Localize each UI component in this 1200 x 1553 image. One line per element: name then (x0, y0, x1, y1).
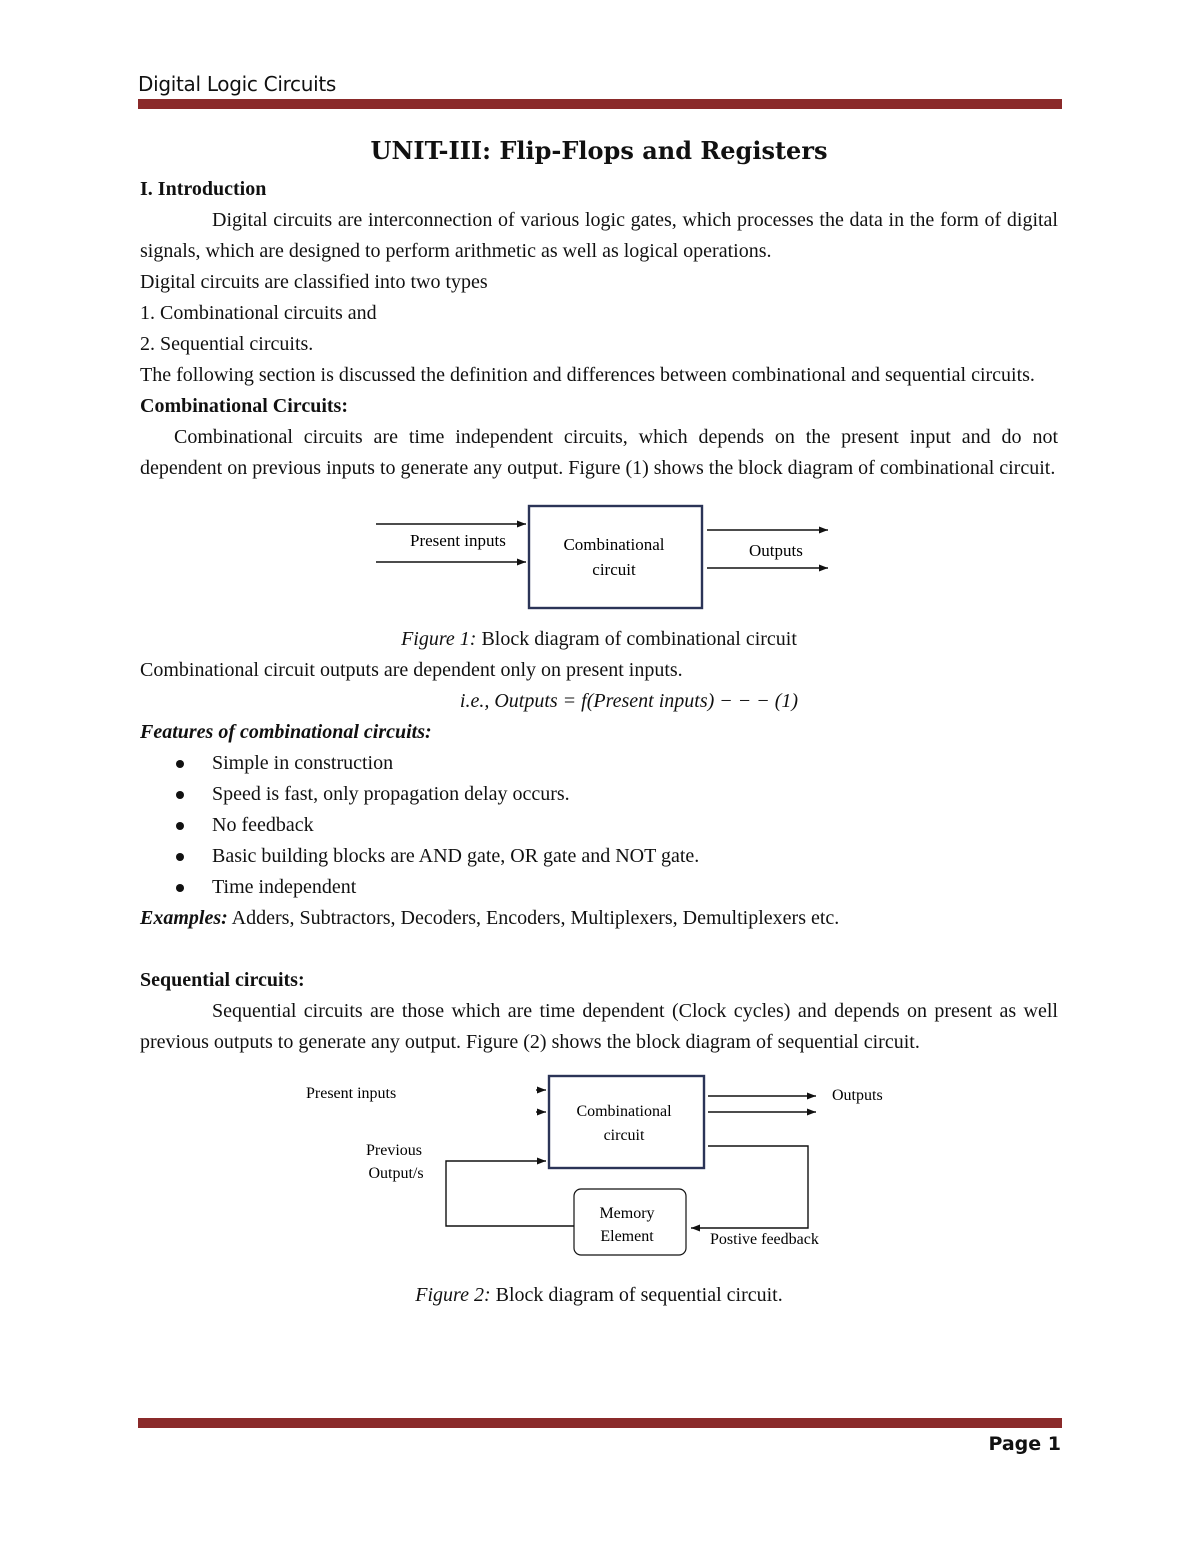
features-list (140, 748, 1058, 903)
figure-1-caption-text: Block diagram of combinational circuit (476, 628, 797, 650)
combinational-heading: Combinational Circuits: (140, 395, 348, 417)
types-line: Digital circuits are classified into two types (140, 271, 488, 293)
fig2-present-inputs-label: Present inputs (306, 1085, 397, 1102)
fig2-combinational-box (549, 1076, 704, 1168)
examples-line (140, 903, 1058, 934)
fig1-box-label-line2: circuit (592, 560, 636, 579)
list-item: Simple in construction (140, 748, 1058, 779)
fig2-feedback-arrow (691, 1146, 808, 1228)
header-rule (138, 99, 1062, 109)
fig2-outputs-label: Outputs (832, 1087, 883, 1104)
fig1-present-inputs-label: Present inputs (410, 531, 506, 550)
fig2-box-label-line2: circuit (603, 1127, 645, 1144)
fig1-box-label-line1: Combinational (563, 535, 665, 554)
figure-1-svg (140, 484, 1058, 624)
following-paragraph: The following section is discussed the definition and differences between combinational and sequential circuits. (140, 364, 1035, 386)
combinational-paragraph: Combinational circuits are time independent circuits, which depends on the present input and do not dependent on previous inputs to generate any output. Figure (1) shows the block diagram of combinational circuit. (140, 426, 1058, 479)
combinational-outputs-line: Combinational circuit outputs are dependent only on present inputs. (140, 659, 683, 681)
type-item-2: 2. Sequential circuits. (140, 333, 314, 355)
figure-1-diagram (140, 484, 1058, 624)
list-item: Speed is fast, only propagation delay occurs. (140, 779, 1058, 810)
fig2-box-label-line1: Combinational (576, 1103, 672, 1120)
sequential-heading: Sequential circuits: (140, 969, 305, 991)
fig1-outputs-label: Outputs (749, 541, 803, 560)
examples-label: Examples: (140, 907, 228, 929)
list-item: No feedback (140, 810, 1058, 841)
fig2-memory-box (574, 1189, 686, 1255)
fig2-previous-label-line1: Previous (366, 1142, 422, 1159)
figure-2-svg (140, 1058, 1058, 1280)
intro-heading: I. Introduction (140, 178, 267, 200)
page-number: Page 1 (988, 1433, 1061, 1455)
figure-1-caption (140, 624, 1058, 655)
equation-1: i.e., Outputs = f(Present inputs) − − − (1) (459, 690, 799, 712)
list-item: Basic building blocks are AND gate, OR gate and NOT gate. (140, 841, 1058, 872)
features-heading: Features of combinational circuits: (140, 721, 432, 743)
footer-rule (138, 1418, 1062, 1428)
examples-text: Adders, Subtractors, Decoders, Encoders, Multiplexers, Demultiplexers etc. (227, 907, 840, 929)
figure-2-caption-label: Figure 2: (415, 1284, 491, 1306)
unit-title: UNIT-III: Flip-Flops and Registers (370, 136, 828, 165)
fig2-previous-label-line2: Output/s (368, 1165, 424, 1182)
intro-paragraph: Digital circuits are interconnection of various logic gates, which processes the data in the form of digital signals, which are designed to perform arithmetic as well as logical operations. (140, 209, 1058, 262)
fig2-previous-output-arrow (446, 1161, 574, 1226)
fig2-memory-label-line2: Element (600, 1228, 654, 1245)
fig1-combinational-box (529, 506, 702, 608)
figure-2-caption-text: Block diagram of sequential circuit. (490, 1284, 783, 1306)
sequential-paragraph: Sequential circuits are those which are time dependent (Clock cycles) and depends on present as well previous outputs to generate any output. Figure (2) shows the block diagram of sequential circuit. (140, 1000, 1058, 1053)
type-item-1: 1. Combinational circuits and (140, 302, 377, 324)
running-header: Digital Logic Circuits (138, 72, 337, 96)
figure-2-diagram (140, 1058, 1058, 1280)
page-content (140, 132, 1058, 1311)
fig2-memory-label-line1: Memory (599, 1205, 655, 1222)
figure-1-caption-label: Figure 1: (401, 628, 477, 650)
paragraph-spacer (140, 934, 1058, 965)
fig2-feedback-label: Postive feedback (710, 1231, 819, 1248)
list-item: Time independent (140, 872, 1058, 903)
figure-2-caption (140, 1280, 1058, 1311)
